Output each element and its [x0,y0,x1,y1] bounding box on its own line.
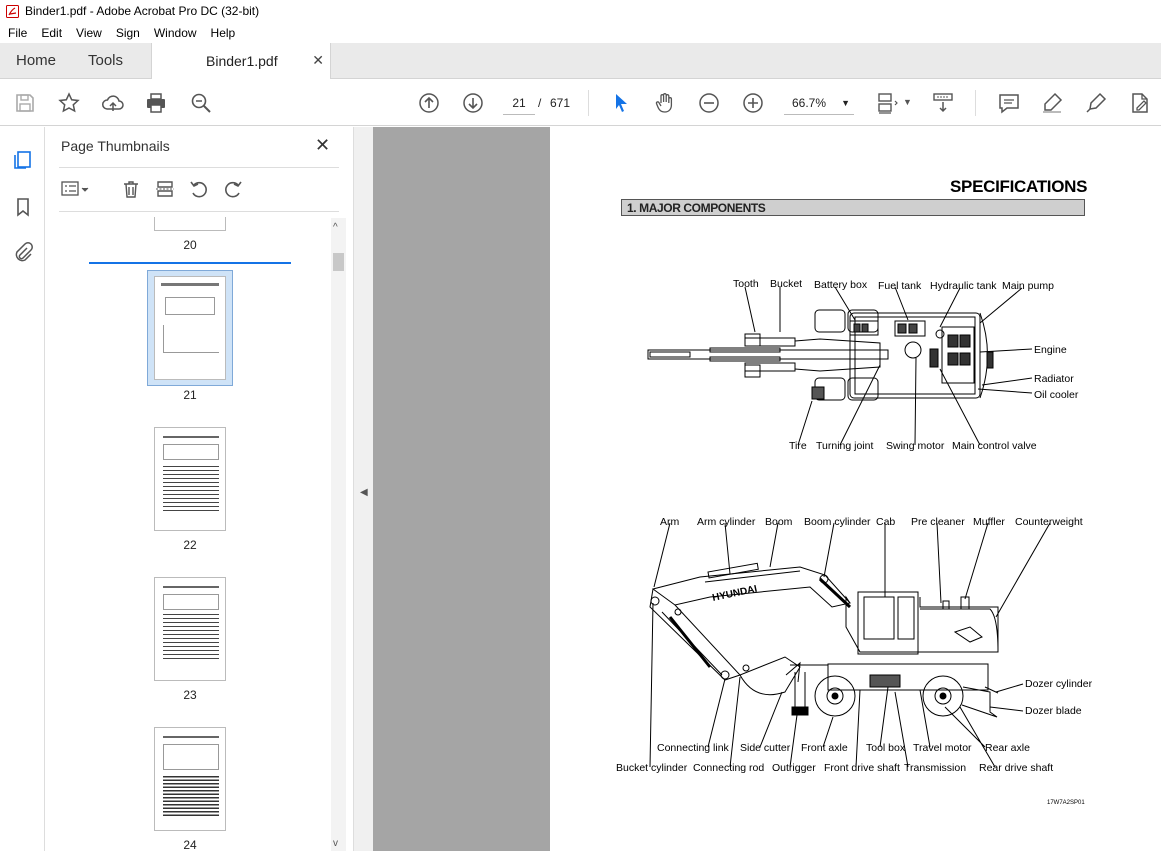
label-tooth: Tooth [733,278,759,290]
label-turning-joint: Turning joint [816,440,874,452]
print-icon[interactable] [144,91,168,115]
label-main-control-valve: Main control valve [952,440,1037,452]
scrollbar-thumb[interactable] [333,253,344,271]
label-battery-box: Battery box [814,279,868,291]
options-menu-icon[interactable] [61,179,91,199]
chevron-down-icon: ▼ [841,98,850,108]
thumbnail-label: 23 [183,688,197,702]
hand-tool-icon[interactable] [653,91,677,115]
label-arm-cylinder: Arm cylinder [697,516,756,528]
label-swing-motor: Swing motor [886,440,945,452]
label-rear-drive-shaft: Rear drive shaft [979,762,1054,774]
label-front-axle: Front axle [801,742,848,754]
collapse-panel-icon[interactable]: ◀ [360,487,368,498]
menu-view[interactable]: View [76,25,102,40]
zoom-out-icon[interactable] [697,91,721,115]
thumbnail-label: 24 [183,838,197,851]
menu-window[interactable]: Window [153,25,197,40]
title-bar [0,0,1161,22]
thumbnail-label: 21 [183,388,197,402]
toolbar-divider [588,90,589,116]
highlight-pen-icon[interactable] [1040,91,1064,115]
document-view[interactable] [373,127,1161,851]
thumbnail-page[interactable] [154,427,226,531]
label-side-cutter: Side cutter [740,742,791,754]
label-main-pump: Main pump [1002,280,1054,292]
label-tool-box: Tool box [866,742,906,754]
save-icon[interactable] [13,91,37,115]
page-number-input[interactable]: 21 [503,91,535,115]
attachment-paperclip-icon[interactable] [12,241,34,263]
label-tire: Tire [789,440,807,452]
chevron-down-icon[interactable]: ▼ [903,97,912,107]
zoom-select[interactable] [784,91,854,115]
label-outrigger: Outrigger [772,762,816,774]
thumbnail-label: 22 [183,538,197,552]
label-hydraulic-tank: Hydraulic tank [930,280,997,292]
thumbnail-page[interactable] [154,577,226,681]
comment-icon[interactable] [997,91,1021,115]
close-panel-icon[interactable]: ✕ [315,135,331,155]
label-connecting-link: Connecting link [657,742,729,754]
label-muffler: Muffler [973,516,1005,528]
zoom-value: 66.7% [792,96,827,110]
menu-sign[interactable]: Sign [115,25,140,40]
label-radiator: Radiator [1034,373,1074,385]
page-thumbnails-icon[interactable] [12,149,34,171]
bookmarks-icon[interactable] [12,196,34,218]
scroll-down-icon[interactable]: v [333,838,338,849]
menu-bar [0,22,1161,43]
thumbnail-list [59,217,329,851]
page-heading: SPECIFICATIONS [950,177,1088,196]
section-title: 1. MAJOR COMPONENTS [627,201,766,215]
panel-toolbar [59,175,339,203]
excavator-diagram [550,127,1161,851]
fit-page-icon[interactable] [876,91,900,115]
rotate-right-icon[interactable] [223,179,243,199]
pdf-page [550,127,1161,851]
label-oil-cooler: Oil cooler [1034,389,1079,401]
tab-tools[interactable]: Tools [88,52,124,69]
label-engine: Engine [1034,344,1067,356]
label-cab: Cab [876,516,896,528]
divider [59,167,339,168]
panel-splitter[interactable] [353,127,373,851]
edit-document-icon[interactable] [1128,91,1152,115]
scroll-mode-icon[interactable] [931,91,955,115]
drop-indicator [89,262,291,264]
page-separator: / [538,96,542,110]
label-bucket-cylinder: Bucket cylinder [616,762,688,774]
tab-bar [0,43,1161,79]
label-fuel-tank: Fuel tank [878,280,922,292]
thumbnails-panel [45,127,353,851]
menu-edit[interactable]: Edit [41,25,63,40]
select-cursor-icon[interactable] [609,91,633,115]
panel-title: Page Thumbnails [61,138,170,154]
boom-brand-text: HYUNDAI [711,583,759,604]
zoom-search-icon[interactable] [189,91,213,115]
label-arm: Arm [660,516,680,528]
scroll-up-icon[interactable]: ^ [333,222,338,233]
upload-cloud-icon[interactable] [101,91,125,115]
total-pages: 671 [550,96,571,110]
label-bucket: Bucket [770,278,803,290]
menu-help[interactable]: Help [210,25,236,40]
thumbnail-page[interactable] [154,217,226,231]
draw-sign-icon[interactable] [1084,91,1108,115]
toolbar-divider [975,90,976,116]
delete-trash-icon[interactable] [121,179,141,199]
left-rail [0,127,45,851]
thumbnail-page-selected[interactable] [154,276,226,380]
label-connecting-rod: Connecting rod [693,762,765,774]
thumbnail-scrollbar[interactable] [331,218,346,851]
extract-pages-icon[interactable] [155,179,175,199]
label-travel-motor: Travel motor [913,742,972,754]
zoom-in-icon[interactable] [741,91,765,115]
label-pre-cleaner: Pre cleaner [911,516,965,528]
tab-document[interactable] [151,43,331,80]
next-page-icon[interactable] [461,91,485,115]
label-rear-axle: Rear axle [985,742,1030,754]
previous-page-icon[interactable] [417,91,441,115]
label-transmission: Transmission [904,762,967,774]
bookmark-star-icon[interactable] [57,91,81,115]
menu-file[interactable]: File [8,25,28,40]
figure-code: 17W7A2SP01 [1047,800,1085,806]
window-title: Binder1.pdf - Adobe Acrobat Pro DC (32-bit) [25,4,260,18]
label-front-drive-shaft: Front drive shaft [824,762,900,774]
toolbar [0,79,1161,126]
tab-document-label: Binder1.pdf [206,53,278,69]
acrobat-icon [6,5,19,18]
close-tab-icon[interactable]: ✕ [312,52,324,68]
label-boom-cylinder: Boom cylinder [804,516,871,528]
label-counterweight: Counterweight [1015,516,1083,528]
divider [59,211,339,212]
rotate-left-icon[interactable] [189,179,209,199]
tab-home[interactable]: Home [16,52,57,69]
thumbnail-label: 20 [183,238,197,252]
thumbnail-page[interactable] [154,727,226,831]
label-boom: Boom [765,516,793,528]
label-dozer-cylinder: Dozer cylinder [1025,678,1093,690]
label-dozer-blade: Dozer blade [1025,705,1082,717]
